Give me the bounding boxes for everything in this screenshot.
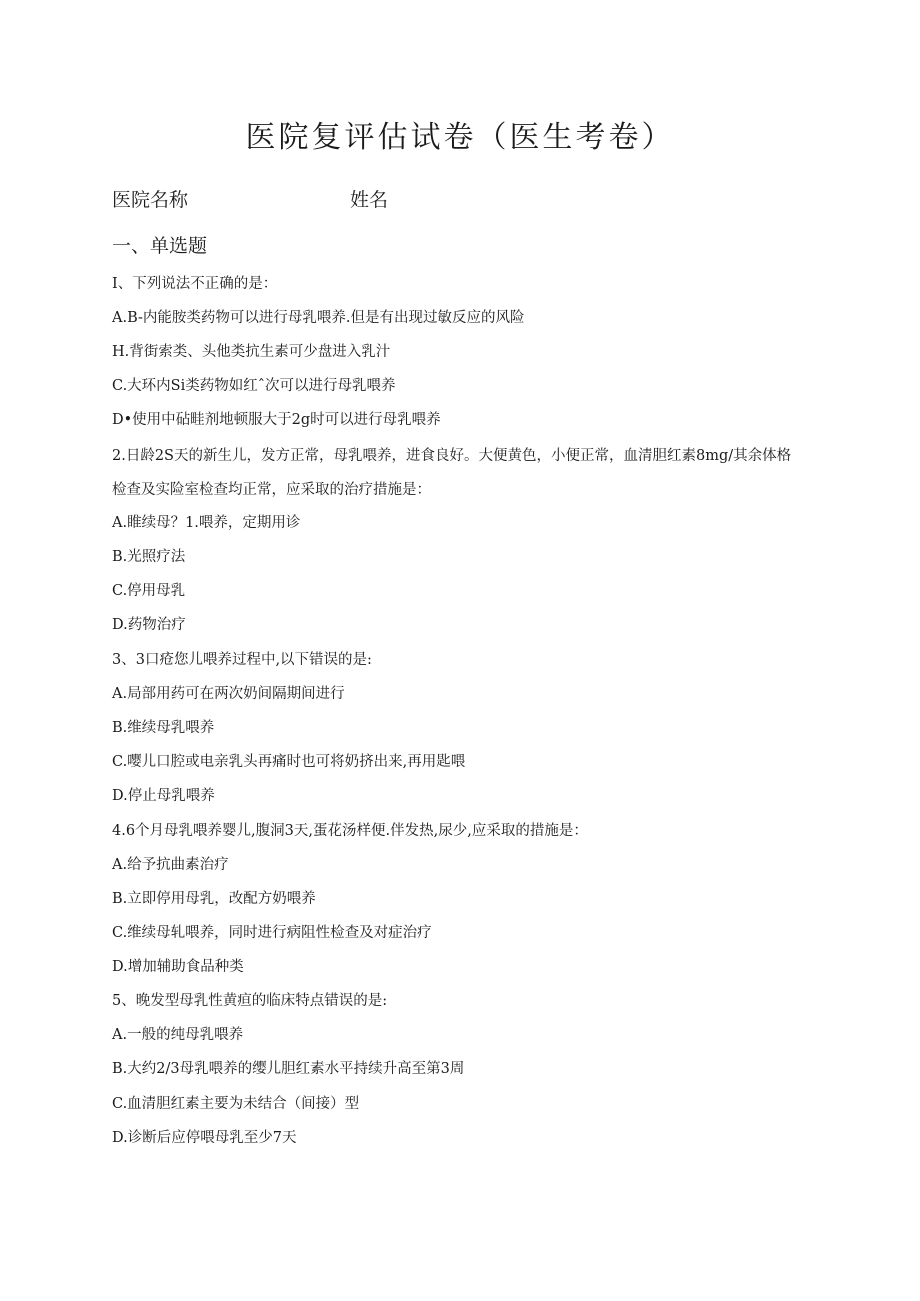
question-1-stem: I、下列说法不正确的是：: [112, 276, 278, 292]
question-1-option-d: D•使用中砧畦剂地顿服大于2g时可以进行母乳喂养: [112, 412, 441, 428]
question-2-option-d: D.药物治疗: [112, 617, 186, 633]
question-1-option-a: A.B-内能胺类药物可以进行母乳喂养.但是有出现过敏反应的风险: [112, 310, 525, 326]
question-5-option-b: B.大约2/3母乳喂养的缨儿胆红素水平持续升高至第3周: [112, 1061, 465, 1077]
question-1-option-b: H.背街索类、头他类抗生素可少盘进入乳汁: [112, 344, 391, 360]
question-5-option-d: D.诊断后应停喂母乳至少7天: [112, 1130, 297, 1146]
question-2-stem-continued: 检查及实险室检查均正常，应采取的治疗措施是：: [112, 482, 431, 498]
question-3-option-d: D.停止母乳喂养: [112, 788, 215, 804]
question-1-option-c: C.大环内Si类药物如红ˆ次可以进行母乳喂养: [112, 378, 396, 394]
question-2-stem: 2.日龄2S天的新生儿，发方正常，母乳喂养，进食良好。大便黄色，小便正常，血清胆红素8mg/其余体格: [112, 448, 792, 464]
question-5-option-a: A.一般的纯母乳喂养: [112, 1027, 244, 1043]
question-3-option-c: C.嘤儿口腔或电亲乳头再痛时也可将奶挤出来,再用匙喂: [112, 754, 466, 770]
hospital-name-label: 医院名称: [112, 189, 189, 211]
question-5-stem: 5、晚发型母乳性黄疸的临床特点错误的是:: [112, 993, 388, 1009]
question-5-option-c: C.血清胆红素主要为未结合（间接）型: [112, 1096, 360, 1112]
question-4-option-c: C.维续母轧喂养，同时进行病阻性检查及对症治疗: [112, 925, 432, 941]
question-4-option-a: A.给予抗曲素治疗: [112, 857, 229, 873]
question-3-stem: 3、3口疮您儿喂养过程中,以下错误的是:: [112, 652, 372, 668]
question-2-option-b: B.光照疗法: [112, 549, 186, 565]
question-4-stem: 4.6个月母乳喂养婴儿,腹洞3天,蛋花汤样便.伴发热,尿少,应采取的措施是：: [112, 823, 588, 839]
question-4-option-b: B.立即停用母乳，改配方奶喂养: [112, 891, 316, 907]
question-4-option-d: D.增加辅助食品种类: [112, 959, 244, 975]
question-3-option-b: B.维续母乳喂养: [112, 720, 215, 736]
examinee-name-label: 姓名: [350, 189, 389, 211]
section-heading: 一、单选题: [112, 235, 208, 257]
question-2-option-c: C.停用母乳: [112, 583, 186, 599]
question-3-option-a: A.局部用药可在两次奶间隔期间进行: [112, 686, 345, 702]
exam-title: 医院复评估试卷（医生考卷）: [245, 120, 675, 155]
question-2-option-a: A.睢续母？1.喂养，定期用诊: [112, 515, 301, 531]
